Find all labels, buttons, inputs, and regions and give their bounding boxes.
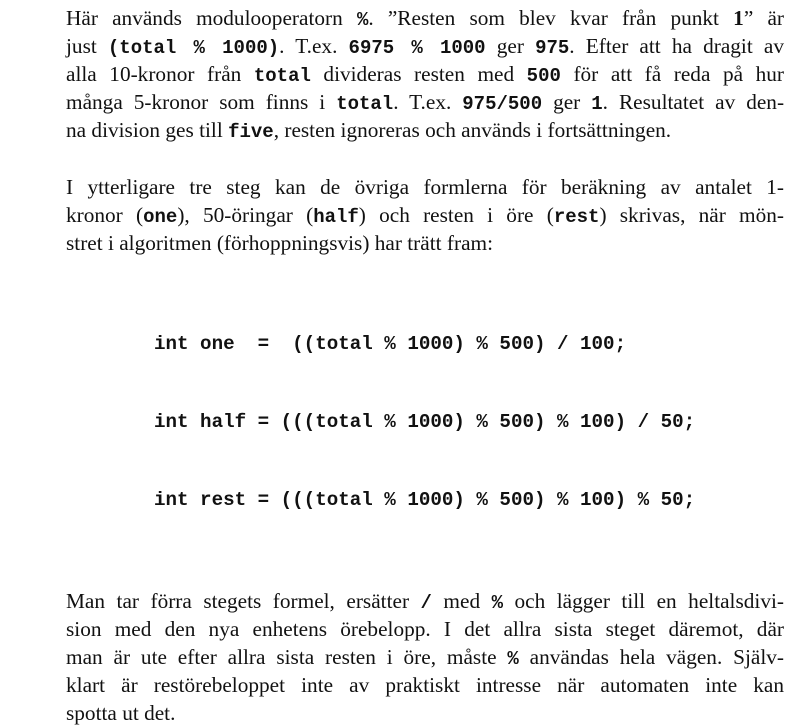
text-run: ” är [743, 6, 784, 30]
text-run: många 5-kronor som finns i [66, 90, 337, 114]
text-run: kronor ( [66, 203, 144, 227]
text-run: . T.ex. [279, 34, 349, 58]
inline-code: / [420, 592, 432, 614]
text-run: . T.ex. [393, 90, 463, 114]
text-run: ) och resten i öre ( [358, 203, 554, 227]
text-run: just [66, 34, 108, 58]
inline-code: % [491, 592, 503, 614]
paragraph-modulo-explanation [66, 4, 784, 144]
text-run: klart är restörebeloppet inte av praktiskt intresse när automaten inte kan [66, 673, 784, 697]
inline-code: 6975 % 1000 [348, 37, 486, 59]
inline-code: one [143, 206, 178, 228]
text-run: , resten ignoreras och används i fortsättningen. [273, 118, 672, 142]
text-run: divideras resten med [310, 62, 527, 86]
text-run: och lägger till en heltalsdivi- [503, 589, 784, 613]
text-line [66, 643, 784, 671]
text-run: för att få reda på hur [560, 62, 784, 86]
text-line [66, 699, 784, 727]
text-line [66, 173, 784, 201]
text-run: ) skrivas, när mön- [599, 203, 785, 227]
inline-code: rest [553, 206, 600, 228]
text-line [66, 32, 784, 60]
text-run: alla 10-kronor från [66, 62, 254, 86]
text-run: spotta ut det. [66, 701, 176, 725]
paragraph-formula-pattern [66, 587, 784, 727]
inline-code: five [228, 121, 274, 143]
inline-code: 975 [535, 37, 570, 59]
inline-code: total [336, 93, 394, 115]
text-line [66, 88, 784, 116]
code-line-rest: int rest = (((total % 1000) % 500) % 100) % 50; [154, 489, 696, 511]
text-run: stret i algoritmen (förhoppningsvis) har trätt fram: [66, 231, 494, 255]
text-run: Här används modulooperatorn [66, 6, 357, 30]
text-run: man är ute efter allra sista resten i öre, måste [66, 645, 508, 669]
code-block-formulas [154, 279, 784, 565]
text-line [66, 201, 784, 229]
text-run: ger [485, 34, 536, 58]
text-line [66, 615, 784, 643]
inline-code: 975/500 [462, 93, 543, 115]
text-run: med [431, 589, 492, 613]
inline-code: (total % 1000) [107, 37, 280, 59]
text-run: användas hela vägen. Själv- [518, 645, 784, 669]
code-line-one: int one = ((total % 1000) % 500) / 100; [154, 333, 627, 355]
text-run: sion med den nya enhetens örebelopp. I det allra sista steget däremot, där [66, 617, 784, 641]
text-run: I ytterligare tre steg kan de övriga formlerna för beräkning av antalet 1- [66, 175, 784, 199]
text-run: . ”Resten som blev kvar från punkt [368, 6, 734, 30]
code-line-half: int half = (((total % 1000) % 500) % 100) / 50; [154, 411, 696, 433]
text-run: . Resultatet av den- [602, 90, 785, 114]
inline-code: half [313, 206, 359, 228]
inline-code: 1 [591, 93, 603, 115]
bold-text: 1 [733, 6, 744, 30]
inline-code: 500 [526, 65, 561, 87]
text-run: . Efter att ha dragit av [569, 34, 784, 58]
text-line [66, 116, 784, 144]
inline-code: total [253, 65, 311, 87]
inline-code: % [356, 9, 369, 31]
text-run: ger [542, 90, 592, 114]
text-run: na division ges till [66, 118, 229, 142]
text-line [66, 4, 784, 32]
document-page [66, 4, 784, 727]
text-line [66, 60, 784, 88]
text-run: Man tar förra stegets formel, ersätter [66, 589, 421, 613]
text-line [66, 671, 784, 699]
text-line [66, 229, 784, 257]
text-line [66, 587, 784, 615]
text-run: ), 50-öringar ( [177, 203, 314, 227]
inline-code: % [507, 648, 519, 670]
paragraph-further-steps [66, 173, 784, 257]
